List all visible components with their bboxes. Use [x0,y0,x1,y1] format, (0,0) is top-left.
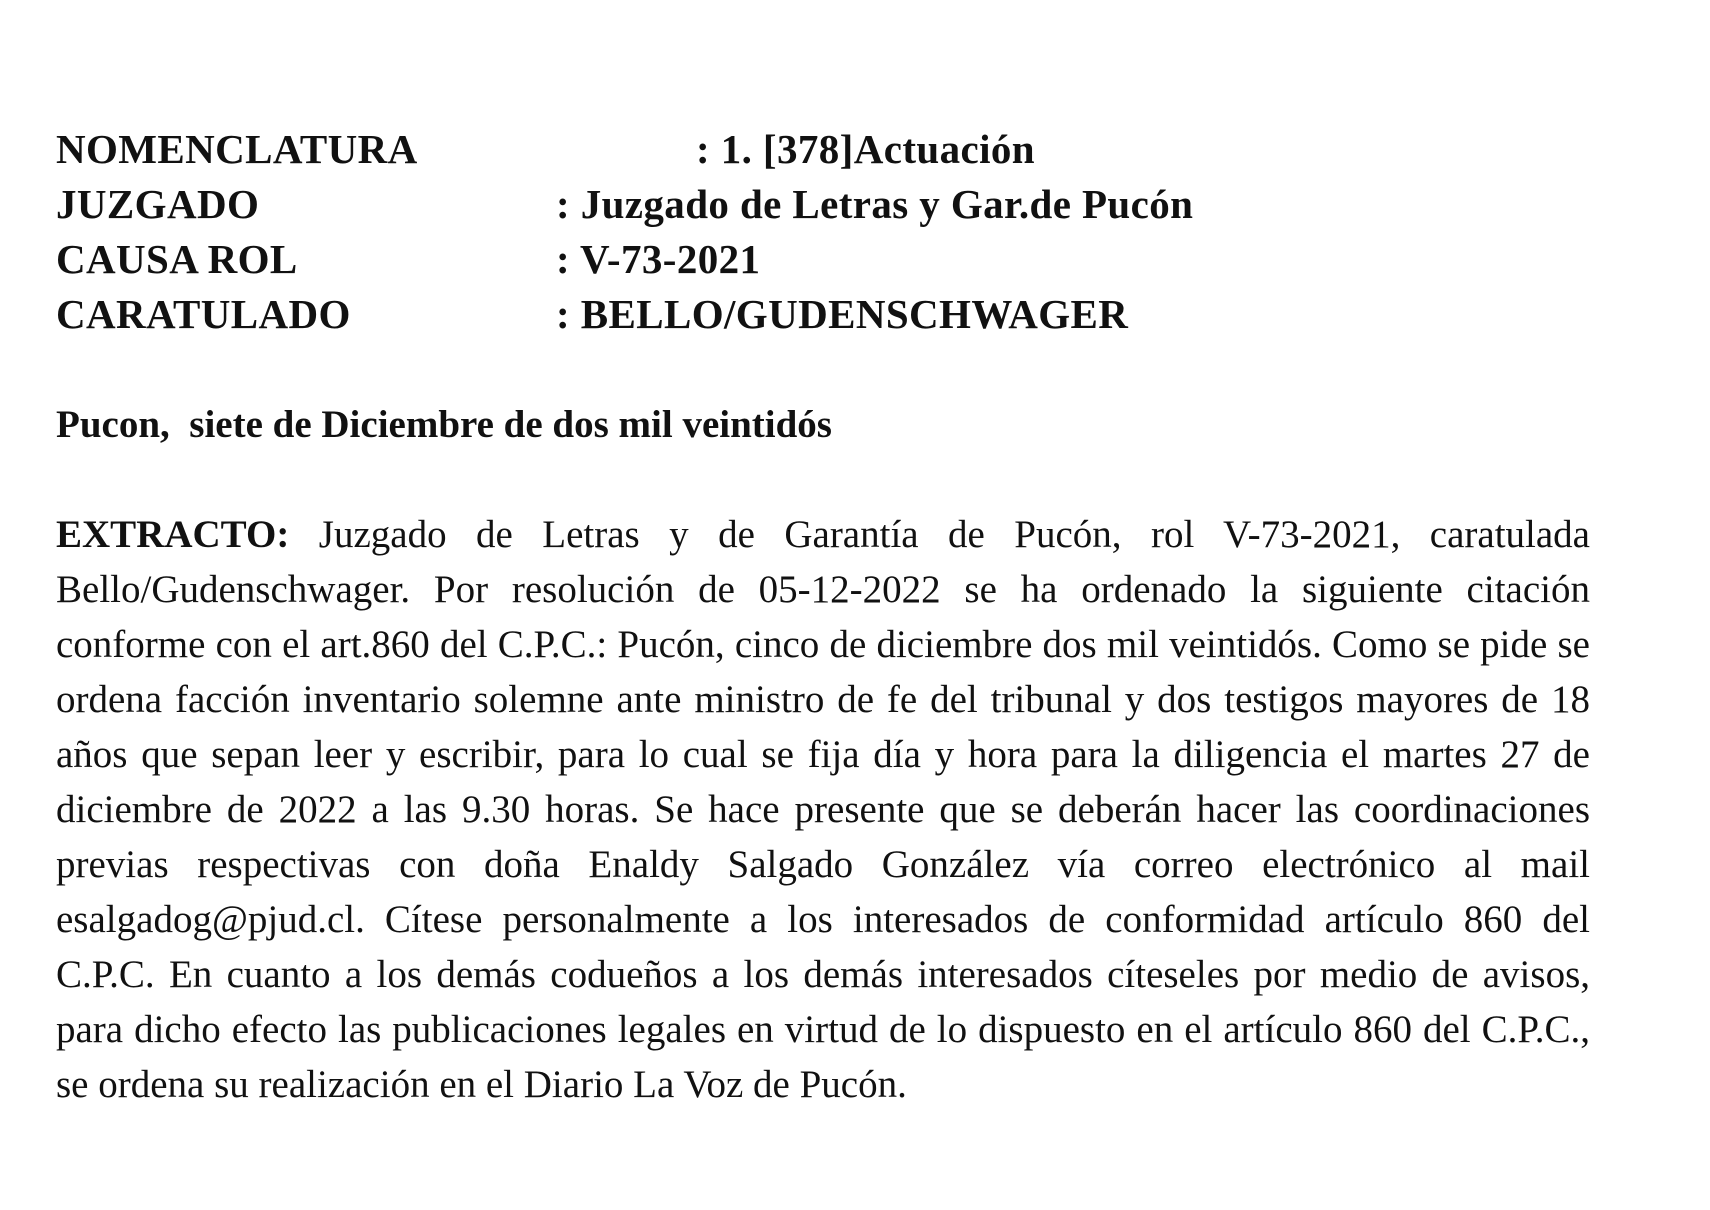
document-page [56,122,1590,1112]
header-value: : BELLO/GUDENSCHWAGER [556,291,1129,337]
header-label: NOMENCLATURA [56,126,418,172]
extract-body: Juzgado de Letras y de Garantía de Pucón, rol V-73-2021, caratulada Bello/Gudenschwager. Por resolución de 05-12-2022 se ha ordenado la siguiente citación conforme con el art.860 del C.P.C.: Pucón, cinco de diciembre dos mil veintidós. Como se pide se ordena facción inventario solemne ante ministro de fe del tribunal y dos testigos mayores de 18 años que sepan leer y escribir, para lo cual se fija día y hora para la diligencia el martes 27 de diciembre de 2022 a las 9.30 horas. Se hace presente que se deberán hacer las coordinaciones previas respectivas con doña Enaldy Salgado González vía correo electrónico al mail esalgadog@pjud.cl. Cítese personalmente a los interesados de conformidad artículo 860 del C.P.C. En cuanto a los demás codueños a los demás interesados cíteseles por medio de avisos, para dicho efecto las publicaciones legales en virtud de lo dispuesto en el artículo 860 del C.P.C., se ordena su realización en el Diario La Voz de Pucón. [56,513,1590,1106]
header-row-causa-rol [56,232,1590,287]
header-label: CARATULADO [56,291,351,337]
header-value: : 1. [378]Actuación [696,126,1035,172]
extract-paragraph [56,507,1590,1112]
header-row-juzgado [56,177,1590,232]
case-header [56,122,1590,342]
header-value: : Juzgado de Letras y Gar.de Pucón [556,181,1194,227]
header-label: JUZGADO [56,181,260,227]
extract-lead: EXTRACTO: [56,513,290,556]
header-row-nomenclatura [56,122,1590,177]
date-line: Pucon, siete de Diciembre de dos mil veintidós [56,403,832,446]
header-label: CAUSA ROL [56,236,298,282]
header-value: : V-73-2021 [556,236,761,282]
header-row-caratulado [56,287,1590,342]
